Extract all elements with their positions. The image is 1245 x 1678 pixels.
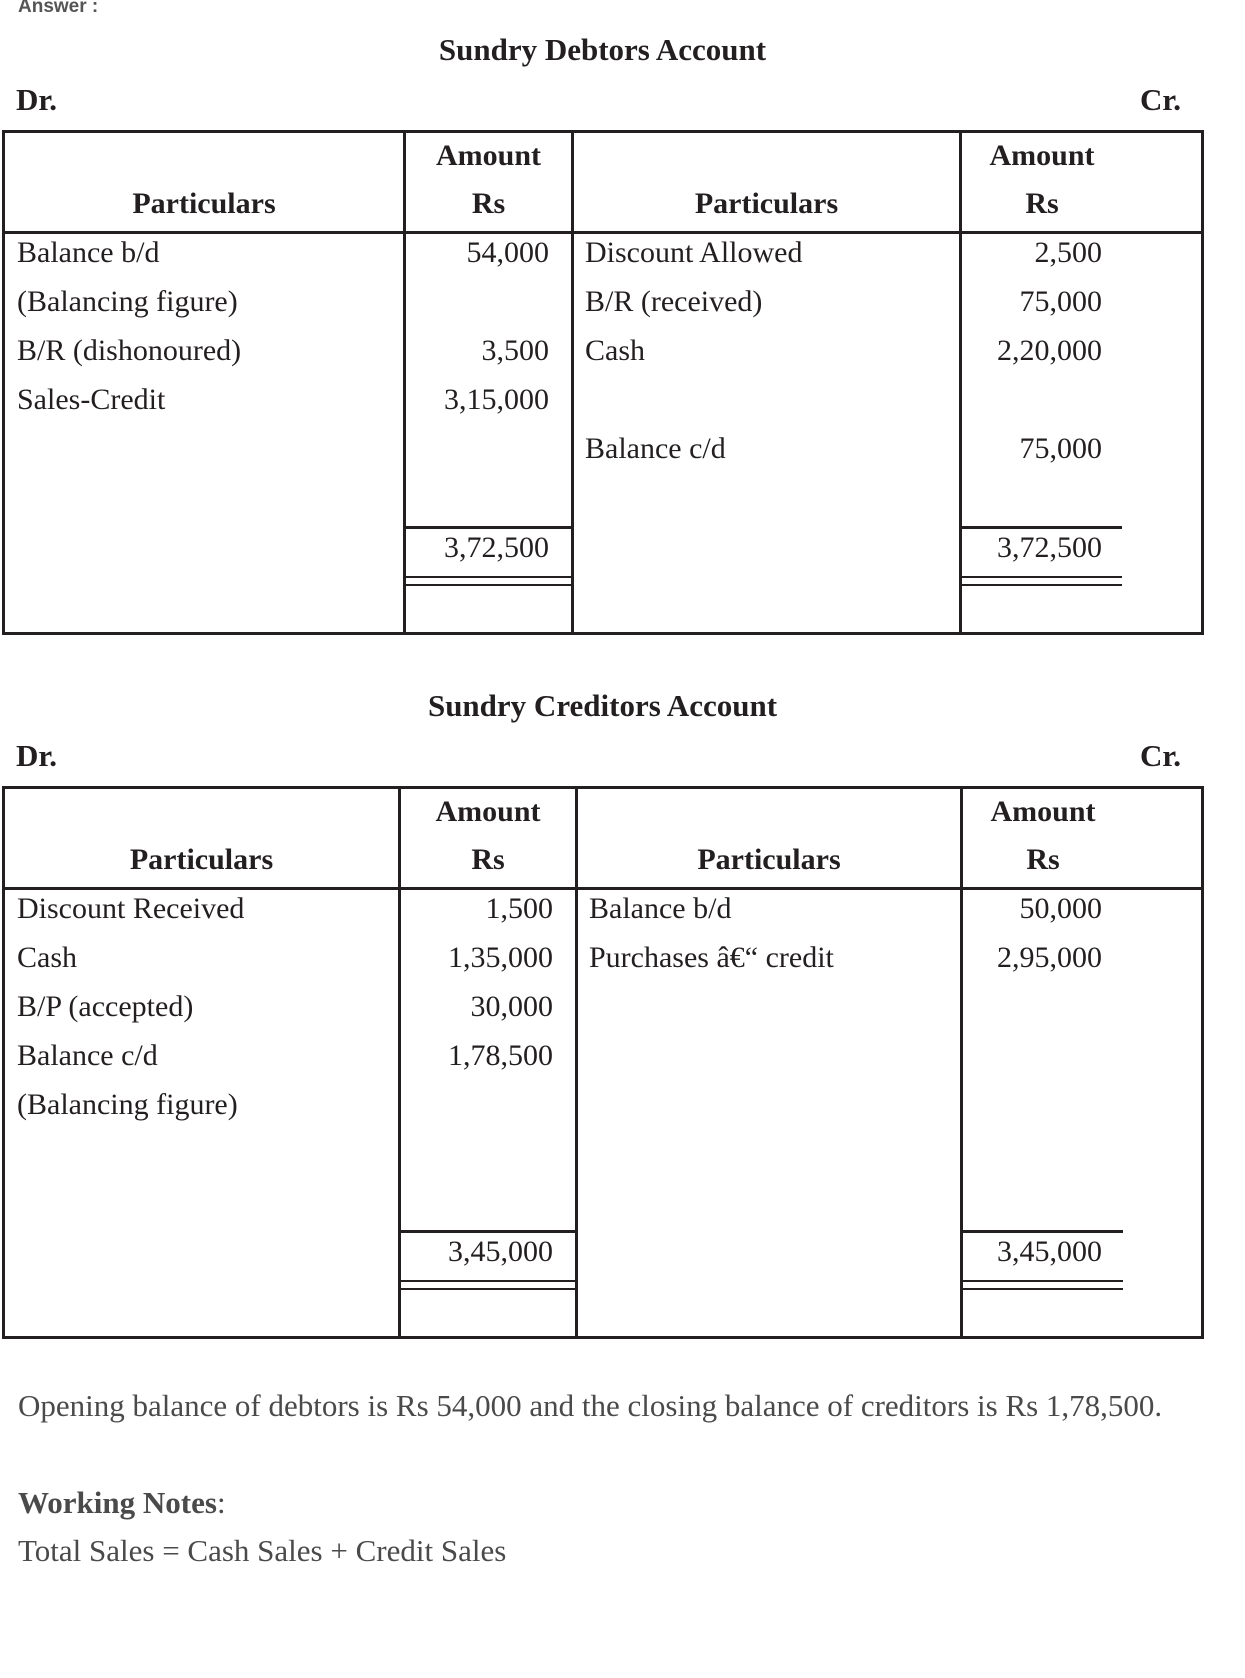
debit-total: 3,72,500 — [444, 531, 549, 564]
credit-row-amount: 2,95,000 — [997, 941, 1102, 974]
credit-particulars-header: Particulars — [694, 187, 839, 220]
debit-row-amount: 54,000 — [466, 236, 549, 269]
working-notes-heading — [18, 1485, 226, 1521]
debit-total: 3,45,000 — [448, 1235, 553, 1268]
credit-row-particulars: Purchases â€“ credit — [589, 941, 834, 974]
creditors-cr-label: Cr. — [1140, 738, 1182, 773]
debit-row-particulars: B/R (dishonoured) — [17, 334, 242, 367]
debtors-account-title: Sundry Debtors Account — [438, 32, 767, 67]
credit-row-particulars: Cash — [585, 334, 645, 367]
debit-row-particulars: Cash — [17, 941, 77, 974]
debtors-dr-label: Dr. — [16, 82, 58, 117]
credit-row-amount: 75,000 — [1019, 432, 1102, 465]
debit-currency-header: Rs — [471, 843, 505, 876]
credit-row-amount: 50,000 — [1019, 892, 1102, 925]
credit-amount-header: Amount — [989, 139, 1095, 172]
working-notes-colon: : — [216, 1485, 226, 1520]
total-double-rule — [962, 576, 1122, 586]
debit-row-amount: 1,78,500 — [448, 1039, 553, 1072]
credit-amount-header: Amount — [990, 795, 1096, 828]
debit-currency-header: Rs — [471, 187, 506, 220]
working-notes-title: Working Notes — [18, 1485, 217, 1520]
debit-row-particulars: B/P (accepted) — [17, 990, 194, 1023]
credit-row-particulars: Balance b/d — [589, 892, 732, 925]
debit-row-amount: 30,000 — [470, 990, 553, 1023]
summary-paragraph: Opening balance of debtors is Rs 54,000 and the closing balance of creditors is Rs 1,78,500. — [18, 1388, 1163, 1423]
debit-row-amount: 1,500 — [485, 892, 553, 925]
debit-row-amount: 3,500 — [481, 334, 549, 367]
credit-row-particulars: Balance c/d — [585, 432, 726, 465]
working-notes-line: Total Sales = Cash Sales + Credit Sales — [18, 1533, 507, 1568]
debit-row-amount: 3,15,000 — [444, 383, 549, 416]
debit-particulars-header: Particulars — [129, 843, 274, 876]
debit-row-particulars: Balance c/d — [17, 1039, 158, 1072]
credit-currency-header: Rs — [1025, 187, 1059, 220]
total-double-rule — [963, 1280, 1123, 1290]
debit-row-particulars: Balance b/d — [17, 236, 160, 269]
debtors-cr-label: Cr. — [1140, 82, 1182, 117]
total-double-rule — [401, 1280, 575, 1290]
credit-row-particulars: B/R (received) — [585, 285, 763, 318]
debit-row-particulars: Sales-Credit — [17, 383, 166, 416]
creditors-dr-label: Dr. — [16, 738, 58, 773]
creditors-ledger-table — [2, 786, 1204, 1339]
creditors-account-title: Sundry Creditors Account — [427, 688, 778, 723]
debtors-ledger-table — [2, 130, 1204, 635]
debit-row-particulars: (Balancing figure) — [17, 285, 238, 318]
total-double-rule — [406, 576, 571, 586]
credit-row-amount: 2,500 — [1034, 236, 1102, 269]
credit-particulars-header: Particulars — [697, 843, 841, 876]
credit-row-particulars: Discount Allowed — [585, 236, 803, 269]
credit-row-amount: 75,000 — [1019, 285, 1102, 318]
debit-amount-header: Amount — [435, 795, 541, 828]
debit-amount-header: Amount — [435, 139, 541, 172]
debit-row-particulars: (Balancing figure) — [17, 1088, 238, 1121]
credit-row-amount: 2,20,000 — [997, 334, 1102, 367]
credit-total: 3,45,000 — [997, 1235, 1102, 1268]
credit-currency-header: Rs — [1026, 843, 1060, 876]
debit-row-amount: 1,35,000 — [448, 941, 553, 974]
debit-row-particulars: Discount Received — [17, 892, 245, 925]
debit-particulars-header: Particulars — [132, 187, 276, 220]
answer-label: Answer : — [18, 0, 99, 17]
credit-total: 3,72,500 — [997, 531, 1102, 564]
